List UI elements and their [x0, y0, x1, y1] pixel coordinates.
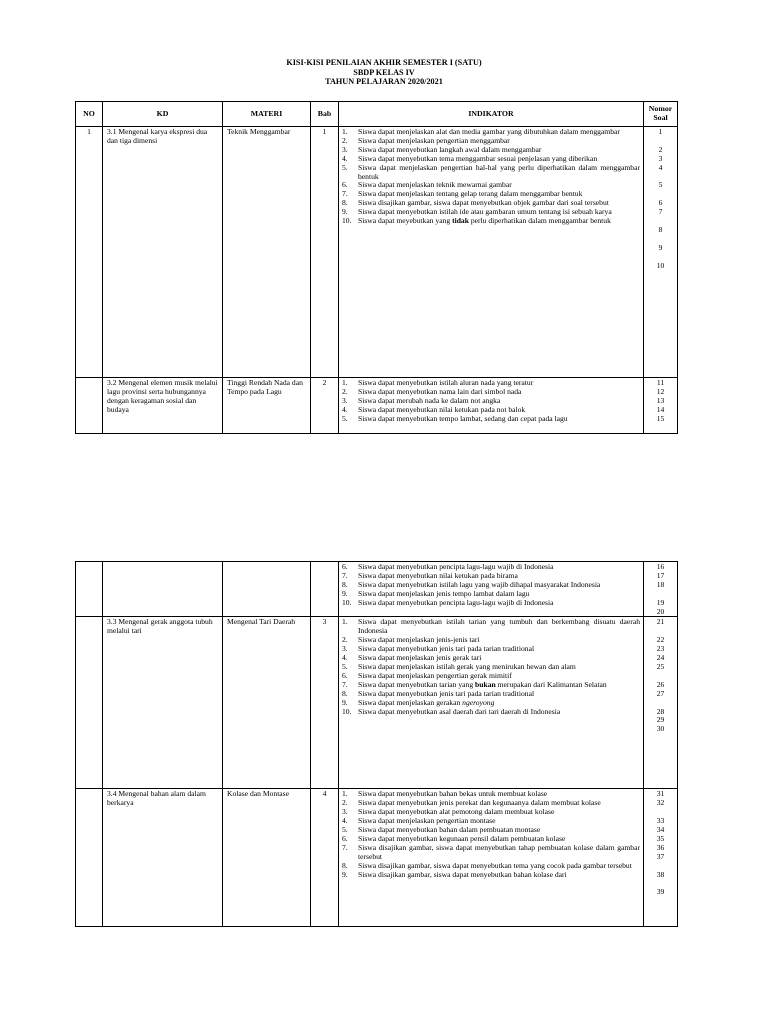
indicator-number: 3.	[342, 807, 348, 817]
indicator-number: 1.	[342, 378, 348, 387]
indicator-item	[342, 415, 640, 424]
indicator-item	[342, 217, 640, 226]
indicator-number: 8.	[342, 579, 348, 589]
indicator-text: Siswa dapat menjelaskan jenis gerak tari	[358, 653, 482, 663]
indicator-number: 6.	[342, 833, 348, 843]
indicator-text	[358, 217, 640, 226]
indicator-text: Siswa dapat menjelaskan jenis tempo lambat dalam lagu	[358, 588, 530, 598]
indicator-number: 2.	[342, 135, 348, 145]
table-row	[76, 378, 678, 434]
indicator-number: 10.	[342, 597, 352, 607]
indicator-number: 4.	[342, 653, 348, 663]
indicator-text: Siswa dapat menyebutkan istilah lagu yang wajib dihapal masyarakat Indonesia	[358, 579, 601, 589]
question-number: 29	[656, 715, 665, 725]
question-number: 36	[656, 842, 665, 852]
indicator-text: Siswa dapat menyebutkan pencipta lagu-lagu wajib di Indonesia	[358, 597, 554, 607]
header-bab: Bab	[311, 102, 339, 127]
question-number: 4	[658, 162, 663, 172]
row-nomor-soal	[644, 789, 678, 927]
question-number: 27	[656, 688, 665, 698]
indicator-number: 8.	[342, 198, 348, 208]
indicator-emphasis: ngeroyong	[462, 697, 495, 707]
question-number: 3	[658, 153, 663, 163]
row-indikator	[339, 127, 644, 378]
question-number: 10	[656, 260, 665, 270]
row-materi	[223, 562, 311, 617]
title-line-2: SBDP KELAS IV	[353, 67, 415, 77]
row-no: 1	[76, 127, 103, 378]
row-bab: 3	[311, 617, 339, 789]
row-no	[76, 378, 103, 434]
header-kd: KD	[103, 102, 223, 127]
question-number: 1	[658, 127, 663, 136]
question-number: 15	[656, 413, 665, 423]
indicator-number: 10.	[342, 706, 352, 716]
question-number: 9	[658, 242, 663, 252]
row-materi: Kolase dan Montase	[223, 789, 311, 927]
indicator-text: Siswa dapat menjelaskan pengertian menggambar	[358, 135, 510, 145]
indicator-number: 3.	[342, 395, 348, 405]
row-kd: 3.1 Mengenal karya ekspresi dua dan tiga dimensi	[103, 127, 223, 378]
indicator-item	[342, 844, 640, 862]
table-row	[76, 789, 678, 927]
question-number: 31	[656, 789, 665, 799]
row-indikator	[339, 378, 644, 434]
indicator-number: 8.	[342, 688, 348, 698]
question-number: 38	[656, 869, 665, 879]
title-line-1: KISI-KISI PENILAIAN AKHIR SEMESTER I (SATU)	[286, 58, 482, 67]
indicator-number: 2.	[342, 635, 348, 645]
indicator-number: 7.	[342, 570, 348, 580]
question-number: 33	[656, 816, 665, 826]
row-no	[76, 789, 103, 927]
indicator-number: 4.	[342, 404, 348, 414]
indicator-number: 2.	[342, 386, 348, 396]
indicator-number: 5.	[342, 661, 348, 671]
question-number: 24	[656, 653, 665, 663]
question-number: 28	[656, 706, 665, 716]
question-number: 13	[656, 395, 665, 405]
question-number: 37	[656, 851, 665, 861]
indicator-text: Siswa dapat menjelaskan jenis-jenis tari	[358, 635, 480, 645]
indicator-text: Siswa disajikan gambar, siswa dapat menyebutkan tema yang cocok pada gambar tersebut	[358, 860, 632, 870]
question-number: 18	[656, 579, 665, 589]
question-number: 35	[656, 833, 665, 843]
question-number: 22	[656, 635, 665, 645]
indicator-number: 1.	[342, 617, 348, 627]
row-nomor-soal	[644, 378, 678, 434]
indicator-text: Siswa dapat menyebutkan jenis tari pada tarian traditional	[358, 688, 535, 698]
indicator-text: Siswa disajikan gambar, siswa dapat menyebutkan tahap pembuatan kolase dalam gambar tersebut	[358, 842, 640, 861]
indicator-number: 1.	[342, 789, 348, 799]
indicator-number: 7.	[342, 189, 348, 199]
question-number: 2	[658, 144, 663, 154]
indicator-number: 4.	[342, 153, 348, 163]
indicator-number: 1.	[342, 127, 348, 136]
indicator-text: Siswa dapat menyebutkan kegunaan pensil dalam pembuatan kolase	[358, 833, 566, 843]
indicator-text: Siswa dapat menjelaskan pengertian gerak mimitif	[358, 670, 512, 680]
indicator-number: 3.	[342, 644, 348, 654]
header-no: NO	[76, 102, 103, 127]
indicator-text: Siswa dapat menyebutkan istilah tarian yang tumbuh dan berkembang disuatu daerah Indonesia	[358, 617, 640, 636]
question-number: 11	[656, 378, 665, 387]
table-row	[76, 617, 678, 789]
row-kd: 3.3 Mengenal gerak anggota tubuh melalui tari	[103, 617, 223, 789]
row-indikator	[339, 562, 644, 617]
indicator-text: Siswa dapat menyebutkan istilah ide atau gambaran umum tentang isi sebuah karya	[358, 207, 612, 217]
row-bab	[311, 562, 339, 617]
indicator-text: Siswa dapat menyebutkan langkah awal dalam menggambar	[358, 144, 542, 154]
indicator-text: Siswa dapat menyebutkan bahan dalam pembuatan montase	[358, 825, 541, 835]
indicator-emphasis: bukan	[475, 679, 496, 689]
question-number: 20	[656, 606, 665, 616]
indicator-number: 9.	[342, 869, 348, 879]
row-bab: 1	[311, 127, 339, 378]
indicator-number: 6.	[342, 180, 348, 190]
question-number: 12	[656, 386, 665, 396]
row-kd: 3.4 Mengenal bahan alam dalam berkarya	[103, 789, 223, 927]
row-bab: 2	[311, 378, 339, 434]
indicator-text-part: Siswa dapat menjelaskan gerakan	[358, 697, 463, 707]
indicator-number: 3.	[342, 144, 348, 154]
indicator-item	[342, 164, 640, 182]
indicator-text: Siswa disajikan gambar, siswa dapat menyebutkan objek gambar dari soal tersebut	[358, 198, 609, 208]
question-number: 6	[658, 198, 663, 208]
title-line-3: TAHUN PELAJARAN 2020/2021	[325, 77, 443, 86]
indicator-number: 6.	[342, 562, 348, 571]
question-number: 14	[656, 404, 665, 414]
indicator-number: 8.	[342, 860, 348, 870]
question-number: 7	[658, 207, 663, 217]
row-indikator	[339, 617, 644, 789]
indicator-emphasis: tidak	[452, 216, 469, 226]
indicator-text-part: Siswa dapat menyebutkan tarian yang	[358, 679, 476, 689]
indicator-text: Siswa dapat menyebutkan nilai ketukan pada not balok	[358, 404, 526, 414]
indicator-number: 2.	[342, 798, 348, 808]
question-number: 25	[656, 661, 665, 671]
row-indikator	[339, 789, 644, 927]
row-nomor-soal	[644, 127, 678, 378]
indicator-text: Siswa dapat menyebutkan jenis tari pada tarian traditional	[358, 644, 535, 654]
question-number: 8	[658, 224, 663, 234]
indicator-text: Siswa dapat merubah nada ke dalam not angka	[358, 395, 501, 405]
row-bab: 4	[311, 789, 339, 927]
table-row	[76, 127, 678, 378]
row-kd	[103, 562, 223, 617]
indicator-text: Siswa dapat menyebutkan istilah aluran nada yang teratur	[358, 378, 534, 387]
indicator-number: 9.	[342, 697, 348, 707]
indicator-item	[342, 599, 640, 608]
indicator-text: Siswa dapat menjelaskan alat dan media gambar yang dibutuhkan dalam menggambar	[358, 127, 620, 136]
header-indikator: INDIKATOR	[339, 102, 644, 127]
document-title	[0, 58, 768, 87]
indicator-item	[342, 618, 640, 636]
kisi-kisi-table-page-2	[75, 561, 678, 927]
question-number: 30	[656, 724, 665, 734]
indicator-text: Siswa dapat menjelaskan pengertian hal-hal yang perlu diperhatikan dalam menggambar bentuk	[358, 162, 640, 181]
indicator-number: 5.	[342, 413, 348, 423]
row-no	[76, 562, 103, 617]
question-number: 16	[656, 562, 665, 571]
indicator-text: Siswa dapat menjelaskan teknik mewarnai gambar	[358, 180, 512, 190]
indicator-text-part: merupakan dari Kalimantan Selatan	[495, 679, 607, 689]
indicator-text: Siswa dapat menjelaskan pengertian montase	[358, 816, 496, 826]
indicator-text: Siswa dapat menjelaskan tentang gelap terang dalam menggambar bentuk	[358, 189, 583, 199]
question-number: 39	[656, 887, 665, 897]
row-nomor-soal	[644, 562, 678, 617]
indicator-number: 9.	[342, 588, 348, 598]
indicator-text-part: Siswa dapat meyebutkan yang	[358, 216, 453, 226]
indicator-text: Siswa dapat menyebutkan pencipta lagu-lagu wajib di Indonesia	[358, 562, 554, 571]
indicator-text: Siswa dapat menyebutkan nama lain dari simbol nada	[358, 386, 522, 396]
indicator-text-part: perlu diperhatikan dalam menggambar bentuk	[468, 216, 611, 226]
question-number: 32	[656, 798, 665, 808]
row-materi: Tinggi Rendah Nada dan Tempo pada Lagu	[223, 378, 311, 434]
question-number: 19	[656, 597, 665, 607]
indicator-number: 6.	[342, 670, 348, 680]
row-kd: 3.2 Mengenal elemen musik melalui lagu provinsi serta hubungannya dengan keragaman sosial dan budaya	[103, 378, 223, 434]
table-row	[76, 562, 678, 617]
indicator-text: Siswa dapat menyebutkan jenis perekat dan kegunaanya dalam membuat kolase	[358, 798, 601, 808]
indicator-item	[342, 708, 640, 717]
row-materi: Mengenal Tari Daerah	[223, 617, 311, 789]
row-materi: Teknik Menggambar	[223, 127, 311, 378]
indicator-number: 4.	[342, 816, 348, 826]
indicator-item	[342, 871, 640, 880]
question-number: 21	[656, 617, 665, 627]
indicator-text: Siswa dapat menyebutkan asal daerah dari tari daerah di Indonesia	[358, 706, 561, 716]
indicator-number: 10.	[342, 216, 352, 226]
indicator-number: 7.	[342, 679, 348, 689]
indicator-text: Siswa dapat menjelaskan istilah gerak yang menirukan hewan dan alam	[358, 661, 576, 671]
indicator-text: Siswa dapat menyebutkan alat pemotong dalam membuat kolase	[358, 807, 555, 817]
row-nomor-soal	[644, 617, 678, 789]
table-header-row	[76, 102, 678, 127]
header-nomor-soal: Nomor Soal	[644, 102, 678, 127]
question-number: 5	[658, 180, 663, 190]
indicator-number: 5.	[342, 825, 348, 835]
header-materi: MATERI	[223, 102, 311, 127]
row-no	[76, 617, 103, 789]
question-number: 23	[656, 644, 665, 654]
indicator-number: 7.	[342, 842, 348, 852]
indicator-text: Siswa dapat menyebutkan bahan bekas untuk membuat kolase	[358, 789, 548, 799]
indicator-text: Siswa dapat menyebutkan tema menggambar sesuai penjelasan yang diberikan	[358, 153, 598, 163]
kisi-kisi-table-page-1	[75, 101, 678, 434]
question-number: 26	[656, 679, 665, 689]
indicator-number: 5.	[342, 162, 348, 172]
indicator-text: Siswa dapat menyebutkan tempo lambat, sedang dan cepat pada lagu	[358, 413, 568, 423]
indicator-text: Siswa dapat menyebutkan nilai ketukan pada birama	[358, 570, 518, 580]
question-number: 34	[656, 825, 665, 835]
indicator-text: Siswa disajikan gambar, siswa dapat menyebutkan bahan kolase dari	[358, 869, 567, 879]
question-number: 17	[656, 570, 665, 580]
indicator-number: 9.	[342, 207, 348, 217]
